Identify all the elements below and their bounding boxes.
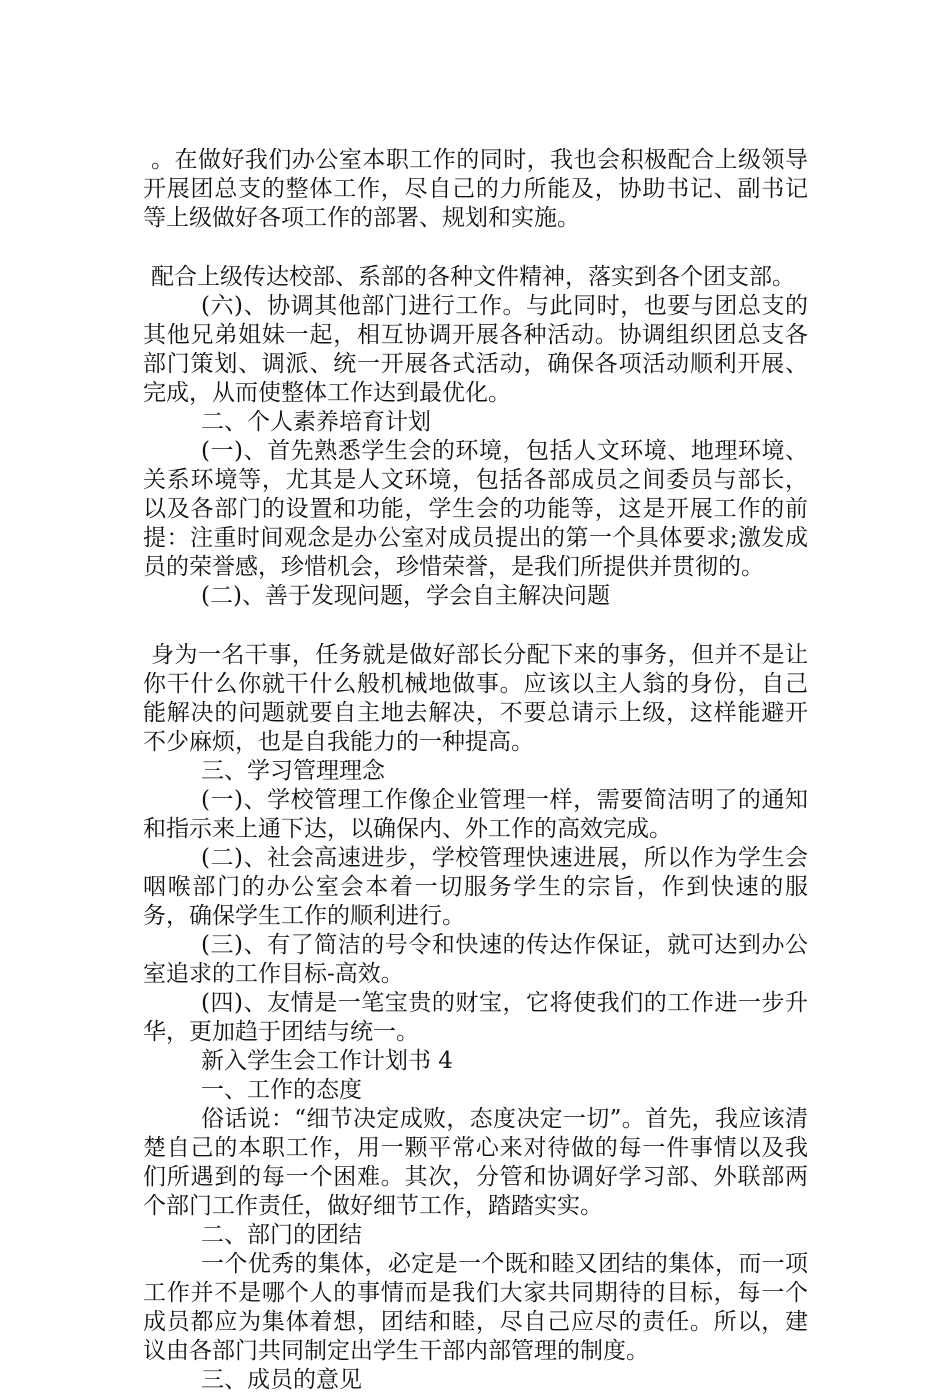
paragraph-11: (三)、有了简洁的号令和快速的传达作保证，就可达到办公室追求的工作目标-高效。 bbox=[143, 932, 808, 987]
document-title-4: 新入学生会工作计划书 4 bbox=[201, 1048, 453, 1074]
section-heading-3: 三、学习管理理念 bbox=[201, 758, 385, 784]
paragraph-17: 一个优秀的集体，必定是一个既和睦又团结的集体，而一项工作并不是哪个人的事情而是我们大家共同期待的目标，每一个成员都应为集体着想，团结和睦，尽自己应尽的责任。所以，建议由各部门共同制定出学生干部内部管理的制度。 bbox=[143, 1251, 808, 1364]
section-heading-opinions: 三、成员的意见 bbox=[201, 1367, 362, 1393]
paragraph-1: 。在做好我们办公室本职工作的同时，我也会积极配合上级领导开展团总支的整体工作，尽自己的力所能及，协助书记、副书记等上级做好各项工作的部署、规划和实施。 bbox=[143, 147, 808, 231]
paragraph-15: 俗话说：“细节决定成败，态度决定一切”。首先，我应该清楚自己的本职工作，用一颗平常心来对待做的每一件事情以及我们所遇到的每一个困难。其次，分管和协调好学习部、外联部两个部门工作责任，做好细节工作，踏踏实实。 bbox=[143, 1106, 808, 1219]
section-heading-unity: 二、部门的团结 bbox=[201, 1222, 362, 1248]
paragraph-5: (一)、首先熟悉学生会的环境，包括人文环境、地理环境、关系环境等，尤其是人文环境，包括各部成员之间委员与部长，以及各部门的设置和功能，学生会的功能等，这是开展工作的前提：注重时间观念是办公室对成员提出的第一个具体要求;激发成员的荣誉感，珍惜机会，珍惜荣誉，是我们所提供并贯彻的。 bbox=[143, 438, 808, 580]
section-heading-attitude: 一、工作的态度 bbox=[201, 1077, 362, 1103]
paragraph-2: 配合上级传达校部、系部的各种文件精神，落实到各个团支部。 bbox=[151, 264, 795, 290]
paragraph-gap bbox=[143, 233, 808, 263]
paragraph-3: (六)、协调其他部门进行工作。与此同时，也要与团总支的其他兄弟姐妹一起，相互协调开展各种活动。协调组织团总支各部门策划、调派、统一开展各式活动，确保各项活动顺利开展、完成，从而使整体工作达到最优化。 bbox=[143, 293, 808, 406]
paragraph-7: 身为一名干事，任务就是做好部长分配下来的事务，但并不是让你干什么你就干什么般机械地做事。应该以主人翁的身份，自己能解决的问题就要自主地去解决，不要总请示上级，这样能避开不少麻烦，也是自我能力的一种提高。 bbox=[143, 642, 808, 755]
paragraph-9: (一)、学校管理工作像企业管理一样，需要简洁明了的通知和指示来上通下达，以确保内、外工作的高效完成。 bbox=[143, 787, 808, 842]
paragraph-gap bbox=[143, 611, 808, 641]
paragraph-12: (四)、友情是一笔宝贵的财宝，它将使我们的工作进一步升华，更加趋于团结与统一。 bbox=[143, 990, 808, 1045]
paragraph-10: (二)、社会高速进步，学校管理快速进展，所以作为学生会咽喉部门的办公室会本着一切服务学生的宗旨，作到快速的服务，确保学生工作的顺利进行。 bbox=[143, 845, 808, 929]
section-heading-2: 二、个人素养培育计划 bbox=[201, 409, 431, 435]
document-body bbox=[143, 146, 808, 1395]
subheading-2: (二)、善于发现问题，学会自主解决问题 bbox=[201, 583, 610, 609]
